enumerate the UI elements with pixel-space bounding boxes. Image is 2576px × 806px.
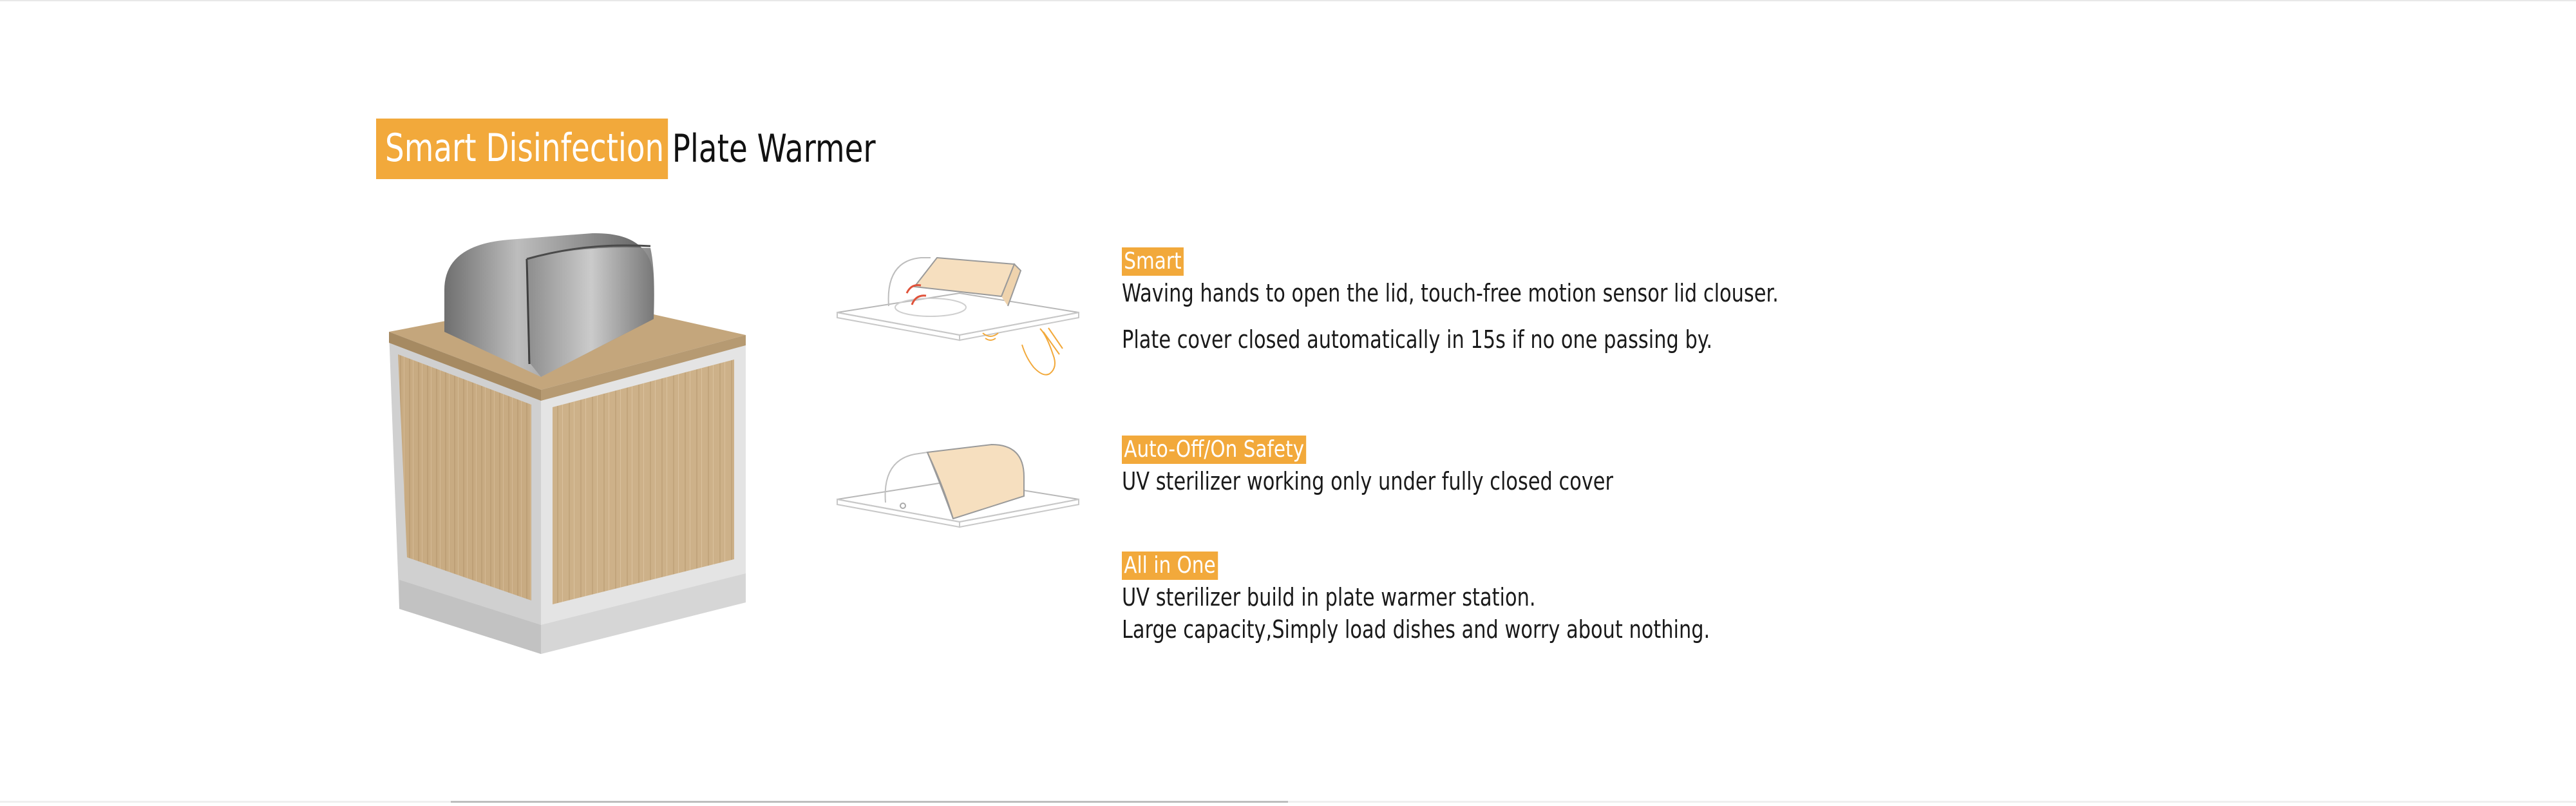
bottom-divider-accent: [451, 801, 1288, 803]
top-divider: [0, 0, 2576, 1]
feature-tag-smart: Smart: [1122, 247, 1184, 276]
feature-smart: [1122, 247, 1943, 356]
plate-warmer-cabinet-image: [380, 232, 753, 657]
lid-closed-sketch: [831, 438, 1088, 548]
title-highlight: Smart Disinfection: [376, 119, 668, 179]
feature-safety-line-1: UV sterilizer working only under fully closed cover: [1122, 467, 1614, 495]
feature-all-in-one-line-2: Large capacity,Simply load dishes and worry about nothing.: [1122, 615, 1710, 644]
feature-all-in-one: [1122, 552, 1857, 646]
feature-tag-safety: Auto-Off/On Safety: [1122, 436, 1306, 464]
feature-safety: [1122, 436, 1736, 497]
page-title: [376, 119, 876, 179]
bottom-divider: [0, 801, 2576, 803]
feature-all-in-one-line-1: UV sterilizer build in plate warmer station.: [1122, 583, 1536, 611]
feature-smart-line-1: Waving hands to open the lid, touch-free motion sensor lid clouser.: [1122, 279, 1779, 307]
lid-open-sketch: [831, 248, 1088, 383]
feature-smart-line-2: Plate cover closed automatically in 15s if no one passing by.: [1122, 325, 1713, 354]
feature-tag-all-in-one: All in One: [1122, 552, 1218, 580]
title-rest: Plate Warmer: [672, 126, 876, 171]
